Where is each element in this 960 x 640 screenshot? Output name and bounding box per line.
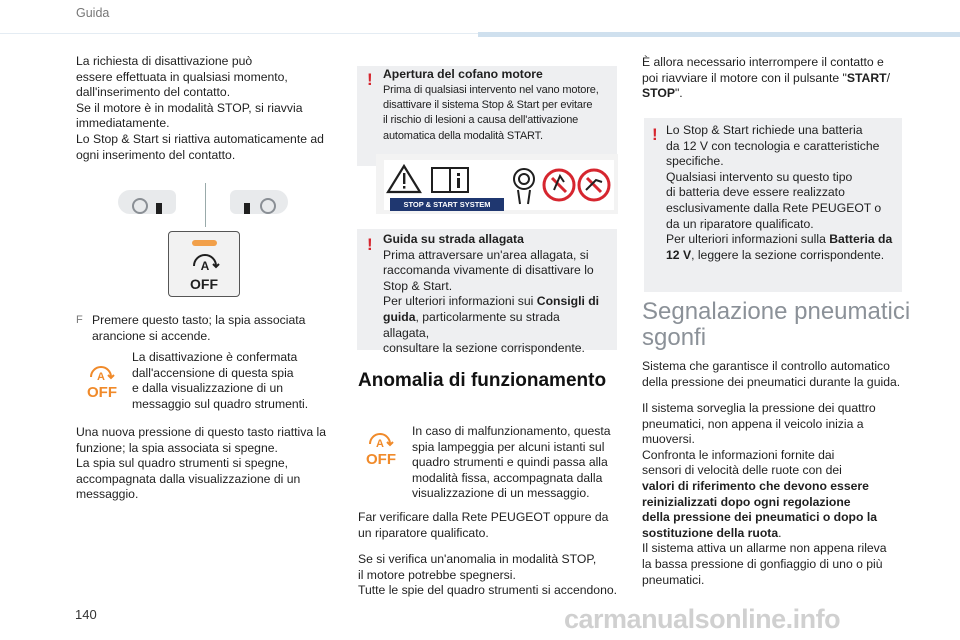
warning-icon: ! [367,235,373,254]
reference-link-text: guida [383,309,416,324]
text-line [383,310,607,341]
text-line: Il sistema sorveglia la pressione dei quattro [642,401,876,415]
text-line: Confronta le informazioni fornite dai [642,447,835,462]
reference-link-text: Consigli di [536,294,600,309]
bullet-text: Premere questo tasto; la spia associata arancione si accende. [92,313,306,343]
warning-icon: ! [367,70,373,89]
reactivation-paragraph [76,425,338,503]
text-run: , leggere la sezione corrispondente. [691,247,885,262]
dashboard-illustration [118,186,296,218]
text-line: La disattivazione è confermata [132,350,298,364]
text-line: da 12 V con tecnologia e caratteristiche [666,138,880,153]
text-line: In caso di malfunzionamento, questa [412,424,611,438]
text-line [642,86,912,102]
manual-book-icon [432,168,468,192]
text-line: Il sistema attiva un allarme non appena rileva [642,541,887,556]
text-line: e dalla visualizzazione di un [132,381,284,396]
text-line: della pressione dei pneumatici durante la guida. [642,374,901,389]
text-line: modalità fissa, accompagnata dalla [412,470,603,485]
text-line: messaggio sul quadro strumenti. [132,396,309,411]
section-title-tyre-deflation [642,299,922,351]
text-line: È allora necessario interrompere il contatto e [642,55,884,69]
page-number: 140 [75,607,97,622]
text-line: ogni inserimento del contatto. [76,147,236,162]
text-line: di batteria deve essere realizzato [666,185,845,200]
text-line: pneumatici. [642,572,705,587]
text-line: Una nuova pressione di questo tasto riattiva la [76,425,326,439]
warning-title: Apertura del cofano motore [383,67,543,81]
svg-text:A: A [200,259,210,273]
title-line: Segnalazione pneumatici [642,298,911,325]
text-line: Se il motore è in modalità STOP, si riavvia [76,100,303,115]
warning-title: Guida su strada allagata [383,232,524,246]
text-run: poi riavviare il motore con il pulsante " [642,70,847,85]
svg-text:A: A [376,438,384,448]
text-line: spia lampeggia per alcuni istanti sul [412,439,605,454]
illustration-divider [205,183,206,227]
text-line: la bassa pressione di gonfiaggio di uno o più [642,556,883,571]
text-line: da un riparatore qualificato. [666,216,814,231]
text-run: ". [674,86,683,101]
text-line: Stop & Start. [383,278,453,293]
text-line: Se si verifica un'anomalia in modalità STOP, [358,552,597,566]
text-line: valori di riferimento che devono essere [642,478,869,493]
orange-indicator-led [192,240,217,246]
text-line: dall'inserimento del contatto. [76,85,231,100]
text-line: Prima attraversare un'area allagata, si [383,247,589,262]
text-line: specifiche. [666,154,724,169]
rotating-belt-icon [514,169,534,204]
text-line: della pressione dei pneumatici o dopo la [642,510,877,525]
text-line: disattivare il sistema Stop & Start per evitare [383,99,593,111]
left-dash-panel [118,190,176,214]
text-line [666,248,894,264]
header-rule [0,33,478,34]
bullet-mark: F [76,314,83,326]
text-line: La spia sul quadro strumenti si spegne, [76,456,289,471]
start-label: START [846,70,887,85]
text-run: Per ulteriori informazioni sui [383,294,537,309]
no-tools-icon [579,170,609,200]
system-operation-paragraph [642,401,914,588]
button-location-mark [156,203,162,214]
text-line: sensori di velocità delle ruote con dei [642,463,842,478]
text-line: La richiesta di disattivazione può [76,54,253,68]
text-line: Tutte le spie del quadro strumenti si accendono. [358,583,618,598]
warning-icon: ! [652,125,658,144]
text-line: il motore potrebbe spegnersi. [358,567,516,582]
restart-paragraph [642,55,912,102]
text-run: , particolarmente su strada allagata, [383,309,560,340]
text-line: Qualsiasi intervento su questo tipo [666,169,853,184]
stop-start-fault-indicator-icon [366,430,396,468]
title-line: sgonfi [642,324,707,351]
text-line [642,71,912,87]
steering-wheel-icon [260,198,276,214]
text-run: / [886,70,890,85]
dealer-check-paragraph [358,510,620,541]
text-line [666,232,894,248]
text-line: messaggio. [76,487,139,502]
text-line: pneumatici, non appena il veicolo inizia a [642,416,864,431]
text-line [642,526,914,542]
fault-indicator-label: OFF [366,450,396,468]
stop-start-off-button [168,231,240,297]
stop-start-system-label: STOP & START SYSTEM [390,198,504,211]
no-hand-icon [544,170,574,200]
warning-box-battery [644,118,902,292]
text-line: dall'accensione di questa spia [132,365,294,380]
hazard-label [376,154,618,214]
steering-wheel-icon [132,198,148,214]
section-header: Guida [76,6,110,20]
text-line: esclusivamente dalla Rete PEUGEOT o [666,200,882,215]
warning-box-flooded-road [357,229,617,356]
stop-start-off-indicator-icon [87,363,117,401]
text-line: visualizzazione di un messaggio. [412,486,590,501]
system-description [642,359,914,390]
off-indicator-label: OFF [87,383,117,401]
text-line: automatica della modalità START. [383,129,543,142]
text-line: essere effettuata in qualsiasi momento, [76,69,288,84]
malfunction-text [412,424,622,502]
text-line [383,294,607,310]
text-line: un riparatore qualificato. [358,525,489,540]
stop-label: STOP [642,86,675,101]
right-dash-panel [230,190,288,214]
text-line: reinizializzati dopo ogni regolazione [642,494,851,509]
reference-link-text: 12 V [666,247,692,262]
warning-box-bonnet [357,66,617,166]
text-line: Far verificare dalla Rete PEUGEOT oppure da [358,510,609,524]
text-line: muoversi. [642,432,695,447]
confirmation-text [132,350,332,412]
text-line: raccomanda vivamente di disattivare lo [383,263,594,278]
svg-text:A: A [97,371,105,381]
header-bar [478,32,960,37]
warning-triangle-icon [388,166,420,192]
text-run: sostituzione della ruota [642,525,779,540]
text-run: Per ulteriori informazioni sulla [666,232,830,247]
auto-a-icon [190,253,220,275]
intro-paragraph [76,54,336,163]
hazard-label-panel [384,160,614,210]
text-line: accompagnata dalla visualizzazione di un [76,471,301,486]
text-line: il rischio di lesioni a causa dell'attivazione [383,114,579,127]
text-line: quadro strumenti e quindi passa alla [412,455,608,470]
watermark: carmanualsonline.info [564,604,841,634]
text-line: immediatamente. [76,116,170,131]
text-line: Lo Stop & Start si riattiva automaticamente ad [76,131,324,146]
text-line: funzione; la spia associata si spegne. [76,440,278,455]
stop-mode-fault-paragraph [358,552,628,599]
reference-link-text: Batteria da [829,232,893,247]
text-run: . [778,525,782,540]
text-line: consultare la sezione corrispondente. [383,341,585,356]
button-location-mark [244,203,250,214]
text-line: Sistema che garantisce il controllo automatico [642,359,890,373]
off-label: OFF [190,276,218,292]
text-line: Prima di qualsiasi intervento nel vano motore, [383,83,599,96]
section-title-malfunction: Anomalia di funzionamento [358,370,607,391]
text-line: Lo Stop & Start richiede una batteria [666,123,863,137]
